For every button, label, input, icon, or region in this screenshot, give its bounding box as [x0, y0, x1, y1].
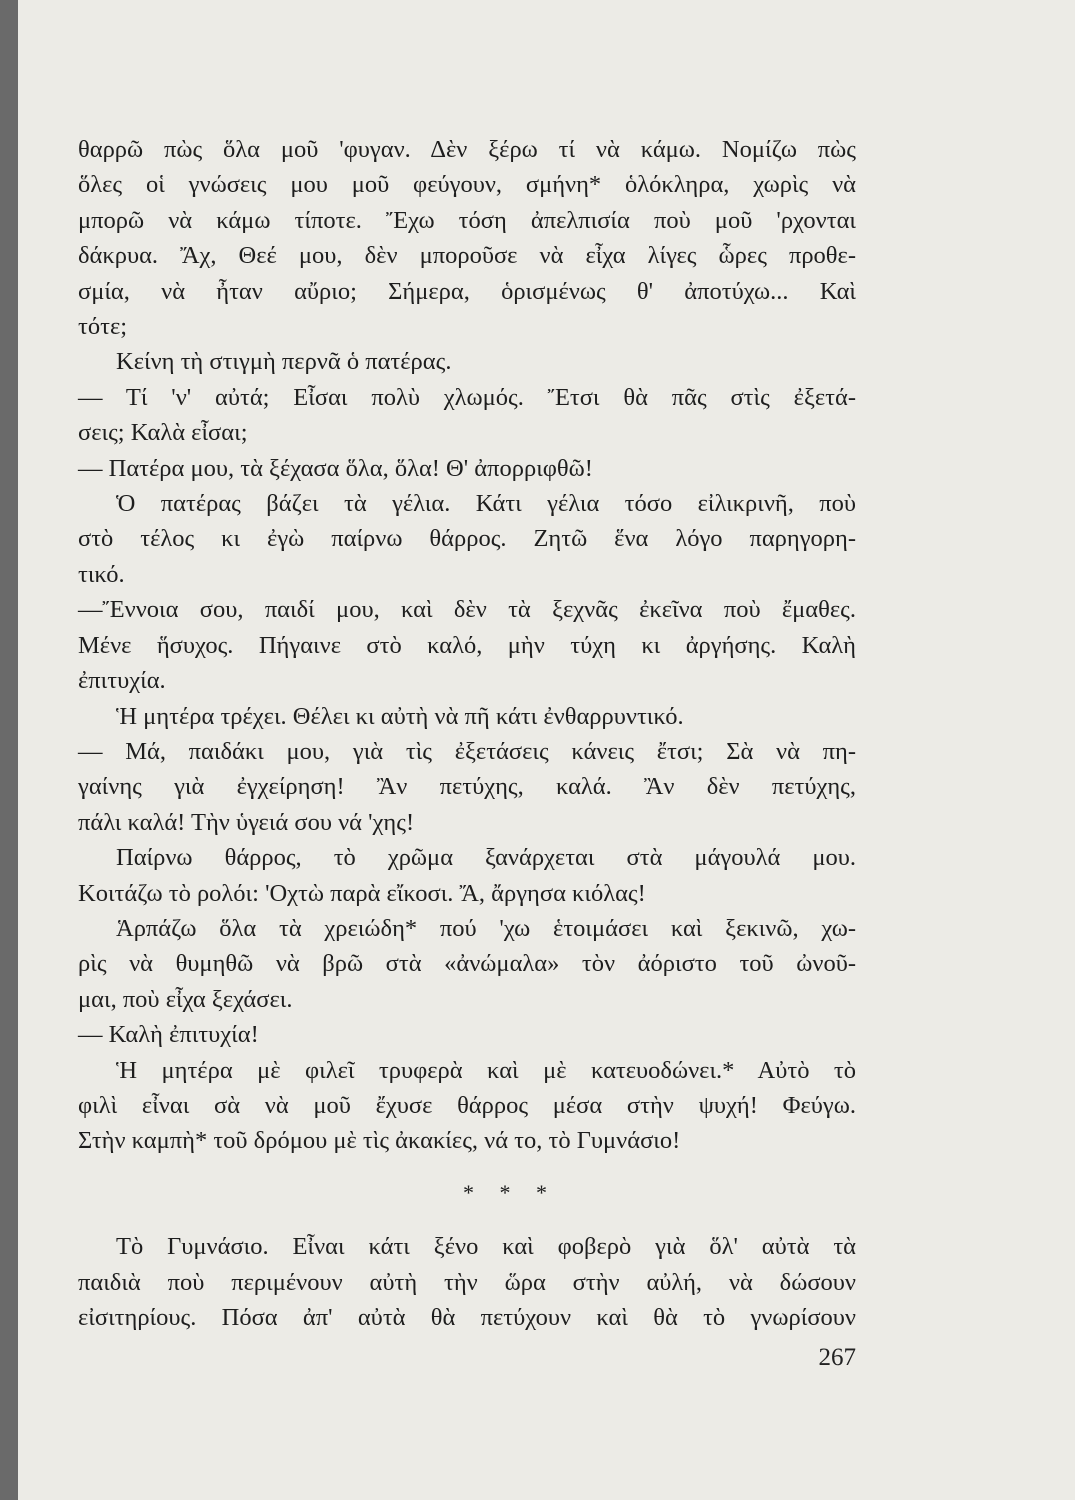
- text-line: Κείνη τὴ στιγμὴ περνᾶ ὁ πατέρας.: [116, 348, 452, 376]
- text-line: Στὴν καμπὴ* τοῦ δρόμου μὲ τὶς ἀκακίες, νά το, τὸ Γυμνάσιο!: [78, 1127, 681, 1155]
- book-page: [18, 0, 1075, 1500]
- text-line: στὸ τέλος κι ἐγὼ παίρνω θάρρος. Ζητῶ ἕνα λόγο παρηγορη-: [78, 525, 856, 553]
- text-line: — Πατέρα μου, τὰ ξέχασα ὅλα, ὅλα! Θ' ἀπορριφθῶ!: [78, 454, 593, 482]
- text-line: — Καλὴ ἐπιτυχία!: [78, 1021, 259, 1049]
- page-number: 267: [818, 1344, 856, 1371]
- text-line: —Ἔννοια σου, παιδί μου, καὶ δὲν τὰ ξεχνᾶς ἐκεῖνα ποὺ ἔμαθες.: [78, 596, 856, 624]
- text-line: εἰσιτηρίους. Πόσα ἀπ' αὐτὰ θὰ πετύχουν καὶ θὰ τὸ γνωρίσουν: [78, 1304, 856, 1331]
- text-line: Μένε ἥσυχος. Πήγαινε στὸ καλό, μὴν τύχη κι ἀργήσης. Καλὴ: [78, 631, 856, 659]
- text-line: ἐπιτυχία.: [78, 667, 166, 695]
- text-line: Κοιτάζω τὸ ρολόι: 'Οχτὼ παρὰ εἴκοσι. Ἄ, ἄργησα κιόλας!: [78, 879, 646, 907]
- text-line: σμία, νὰ ἦταν αὔριο; Σήμερα, ὁρισμένως θ' ἀποτύχω... Καὶ: [78, 277, 856, 305]
- text-line: ρὶς νὰ θυμηθῶ νὰ βρῶ στὰ «ἀνώμαλα» τὸν ἀόριστο τοῦ ὠνοῦ-: [78, 950, 856, 978]
- text-line: — Τί 'ν' αὐτά; Εἶσαι πολὺ χλωμός. Ἔτσι θὰ πᾶς στὶς ἐξετά-: [78, 383, 856, 411]
- page-text: [78, 132, 856, 1335]
- text-line: παιδιὰ ποὺ περιμένουν αὐτὴ τὴν ὥρα στὴν αὐλή, νὰ δώσουν: [78, 1268, 856, 1296]
- text-line: — Μά, παιδάκι μου, γιὰ τὶς ἐξετάσεις κάνεις ἔτσι; Σὰ νὰ πη-: [78, 737, 856, 765]
- section-separator: * * *: [463, 1179, 557, 1205]
- text-line: τότε;: [78, 313, 128, 341]
- text-line: μπορῶ νὰ κάμω τίποτε. Ἔχω τόση ἀπελπισία ποὺ μοῦ 'ρχονται: [78, 206, 856, 234]
- text-line: Ἡ μητέρα τρέχει. Θέλει κι αὐτὴ νὰ πῆ κάτι ἐνθαρρυντικό.: [116, 702, 684, 730]
- text-line: πάλι καλά! Τὴν ὑγειά σου νά 'χης!: [78, 808, 415, 836]
- text-line: μαι, ποὺ εἶχα ξεχάσει.: [78, 985, 293, 1013]
- text-line: θαρρῶ πὼς ὅλα μοῦ 'φυγαν. Δὲν ξέρω τί νὰ κάμω. Νομίζω πὼς: [78, 136, 856, 163]
- text-line: Τὸ Γυμνάσιο. Εἶναι κάτι ξένο καὶ φοβερὸ γιὰ ὅλ' αὐτὰ τὰ: [116, 1233, 856, 1261]
- text-line: Ἡ μητέρα μὲ φιλεῖ τρυφερὰ καὶ μὲ κατευοδώνει.* Αὐτὸ τὸ: [116, 1056, 856, 1084]
- text-line: σεις; Καλὰ εἶσαι;: [78, 419, 248, 447]
- text-line: Ὁ πατέρας βάζει τὰ γέλια. Κάτι γέλια τόσο εἰλικρινῆ, ποὺ: [116, 490, 856, 518]
- text-line: Παίρνω θάρρος, τὸ χρῶμα ξανάρχεται στὰ μάγουλά μου.: [116, 844, 856, 872]
- text-line: γαίνης γιὰ ἐγχείρηση! Ἂν πετύχης, καλά. Ἂν δὲν πετύχης,: [78, 773, 856, 801]
- text-line: φιλὶ εἶναι σὰ νὰ μοῦ ἔχυσε θάρρος μέσα στὴν ψυχή! Φεύγω.: [78, 1091, 856, 1119]
- text-line: τικό.: [78, 560, 125, 588]
- text-line: ὅλες οἱ γνώσεις μου μοῦ φεύγουν, σμήνη* ὁλόκληρα, χωρὶς νὰ: [78, 171, 856, 199]
- text-line: Ἁρπάζω ὅλα τὰ χρειώδη* πού 'χω ἑτοιμάσει καὶ ξεκινῶ, χω-: [116, 914, 856, 942]
- text-line: δάκρυα. Ἄχ, Θεέ μου, δὲν μποροῦσε νὰ εἶχα λίγες ὧρες προθε-: [78, 242, 856, 270]
